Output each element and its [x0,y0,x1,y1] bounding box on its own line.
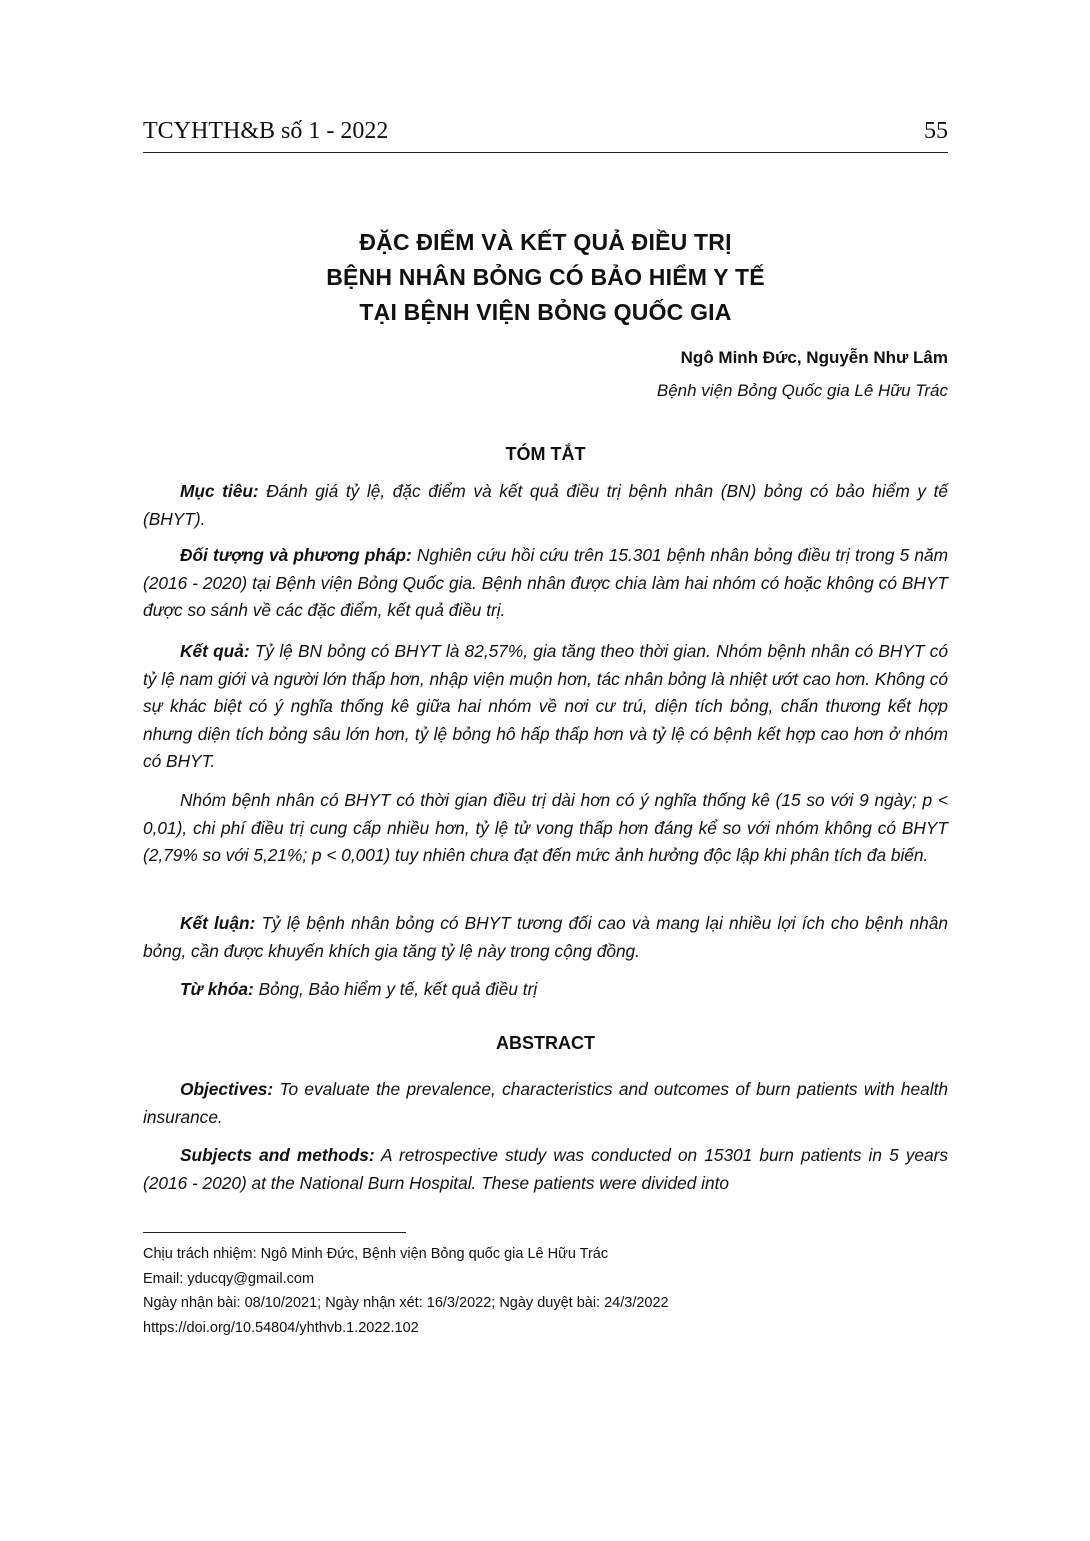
abstract-methods [143,1142,948,1197]
abstract-objectives [143,1076,948,1131]
summary-methods [143,542,948,625]
objective-label: Mục tiêu: [180,481,259,501]
footnote-email: Email: yducqy@gmail.com [143,1270,315,1287]
abstract-heading: ABSTRACT [496,1033,595,1053]
journal-issue: TCYHTH&B số 1 - 2022 [143,118,389,144]
footnote-divider [143,1232,406,1233]
summary-heading: TÓM TẮT [505,444,586,464]
conclusion-label: Kết luận: [180,913,256,933]
author-list: Ngô Minh Đức, Nguyễn Như Lâm [680,348,948,367]
objectives-text: To evaluate the prevalence, characteristics and outcomes of burn patients with health insurance. [143,1079,948,1127]
results-label: Kết quả: [180,641,250,661]
page-number: 55 [924,118,948,144]
summary-results-continued: Nhóm bệnh nhân có BHYT có thời gian điều trị dài hơn có ý nghĩa thống kê (15 so với 9 ngày; p < 0,01), chi phí điều trị cung cấp nhiều hơn, tỷ lệ tử vong thấp hơn đáng kể so với nhóm không có BHYT (2,79% so với 5,21%; p < 0,001) tuy nhiên chưa đạt đến mức ảnh hưởng độc lập khi phân tích đa biến. [143,790,948,865]
subjects-methods-text: A retrospective study was conducted on 15301 burn patients in 5 years (2016 - 2020) at the National Burn Hospital. These patients were divided into [143,1145,948,1193]
methods-label: Đối tượng và phương pháp: [180,545,412,565]
title-line-3: TẠI BỆNH VIỆN BỎNG QUỐC GIA [359,299,732,325]
objectives-label: Objectives: [180,1079,274,1099]
footnote-responsible: Chịu trách nhiệm: Ngô Minh Đức, Bệnh viện Bỏng quốc gia Lê Hữu Trác [143,1246,609,1262]
objective-text: Đánh giá tỷ lệ, đặc điểm và kết quả điều trị bệnh nhân (BN) bỏng có bảo hiểm y tế (BHYT). [143,481,948,529]
running-header [143,114,948,153]
title-line-2: BỆNH NHÂN BỎNG CÓ BẢO HIỂM Y TẾ [326,264,765,290]
summary-objective [143,478,948,533]
summary-keywords [143,976,948,1004]
keywords-label: Từ khóa: [180,979,254,999]
results-text: Tỷ lệ BN bỏng có BHYT là 82,57%, gia tăng theo thời gian. Nhóm bệnh nhân có BHYT có tỷ lệ nam giới và người lớn thấp hơn, nhập viện muộn hơn, tác nhân bỏng là nhiệt ướt cao hơn. Không có sự khác biệt có ý nghĩa thống kê giữa hai nhóm về nơi cư trú, diện tích bỏng, chấn thương kết hợp nhưng diện tích bỏng sâu lớn hơn, tỷ lệ bỏng hô hấp thấp hơn và tỷ lệ có bệnh kết hợp cao hơn ở nhóm có BHYT. [143,641,949,771]
footnotes [143,1242,948,1340]
article-title [143,225,948,330]
footnote-dates: Ngày nhận bài: 08/10/2021; Ngày nhận xét: 16/3/2022; Ngày duyệt bài: 24/3/2022 [143,1295,669,1311]
methods-text: Nghiên cứu hồi cứu trên 15.301 bệnh nhân bỏng điều trị trong 5 năm (2016 - 2020) tại Bệnh viện Bỏng Quốc gia. Bệnh nhân được chia làm hai nhóm có hoặc không có BHYT được so sánh về các đặc điểm, kết quả điều trị. [143,545,948,620]
footnote-doi: https://doi.org/10.54804/yhthvb.1.2022.102 [143,1319,419,1336]
conclusion-text: Tỷ lệ bệnh nhân bỏng có BHYT tương đối cao và mang lại nhiều lợi ích cho bệnh nhân bỏng, cần được khuyến khích gia tăng tỷ lệ này trong cộng đồng. [143,913,948,961]
keywords-text: Bỏng, Bảo hiểm y tế, kết quả điều trị [253,979,538,999]
summary-results [143,638,948,776]
title-line-1: ĐẶC ĐIỂM VÀ KẾT QUẢ ĐIỀU TRỊ [359,229,732,255]
subjects-methods-label: Subjects and methods: [180,1145,375,1165]
summary-conclusion [143,910,948,965]
author-affiliation: Bệnh viện Bỏng Quốc gia Lê Hữu Trác [656,381,948,400]
